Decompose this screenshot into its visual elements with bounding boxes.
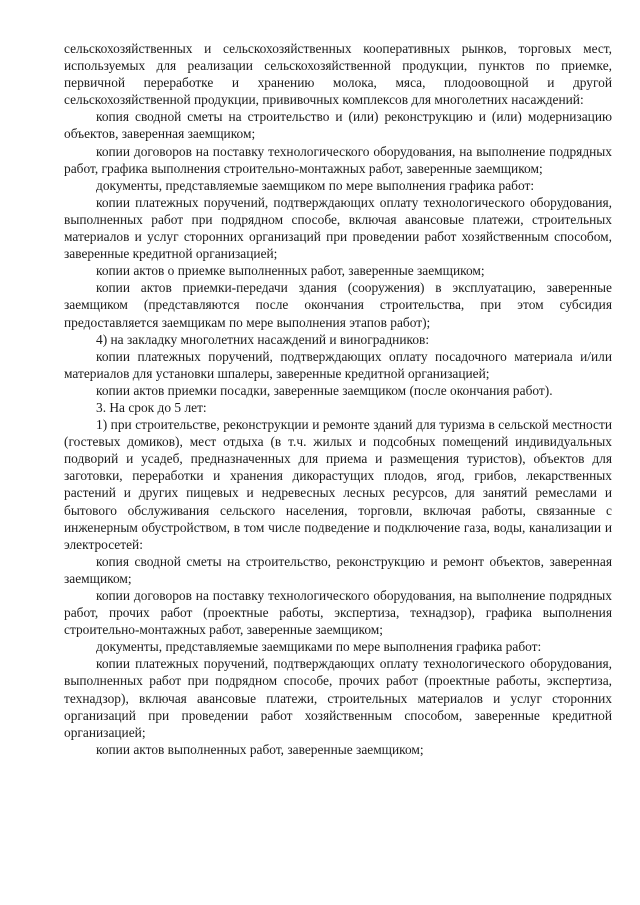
paragraph-equipment-contracts: копии договоров на поставку технологического оборудования, на выполнение подрядных работ, графика выполнения строительно-монтажных работ, заверенные заемщиком; <box>64 143 612 176</box>
paragraph-tourism-contracts: копии договоров на поставку технологического оборудования, на выполнение подрядных работ, прочих работ (проектные работы, экспертиза, технадзор), графика выполнения строительно-монтажных работ, заверенные заемщиком; <box>64 588 612 638</box>
paragraph-planting-payments: копии платежных поручений, подтверждающих оплату посадочного материала и/или материалов для установки шпалеры, заверенные кредитной организацией; <box>64 348 612 381</box>
paragraph-tourism-payments: копии платежных поручений, подтверждающих оплату технологического оборудования, выполненных работ при подрядном способе, прочих работ (проектные работы, экспертиза, технадзор), включая авансовые платежи, строительных материалов и услуг сторонних организаций при проведении работ хозяйственным способом, заверенные кредитной организацией; <box>64 656 612 740</box>
paragraph-budget-estimate: копия сводной сметы на строительство и (или) реконструкцию и (или) модернизацию объектов, заверенная заемщиком; <box>64 109 612 142</box>
paragraph-tourism-documents-heading: документы, представляемые заемщиками по мере выполнения графика работ: <box>96 639 542 655</box>
paragraph-continuation: сельскохозяйственных и сельскохозяйственных кооперативных рынков, торговых мест, используемых для реализации сельскохозяйственной продукции, пунктов по приемке, первичной переработке и хранению молока, мяса, плодоовощной и другой сельскохозяйственной продукции, прививочных комплексов для многолетних насаждений: <box>64 41 612 108</box>
section-heading-5-years: 3. На срок до 5 лет: <box>96 399 207 415</box>
document-page <box>64 40 612 758</box>
paragraph-item-4-plantings: 4) на закладку многолетних насаждений и виноградников: <box>96 331 430 347</box>
paragraph-planting-acceptance: копии актов приемки посадки, заверенные заемщиком (после окончания работ). <box>96 382 553 398</box>
paragraph-payment-orders: копии платежных поручений, подтверждающих оплату технологического оборудования, выполненных работ при подрядном способе, включая авансовые платежи, строительных материалов и услуг сторонних организаций при проведении работ хозяйственным способом, заверенные кредитной организацией; <box>64 194 612 262</box>
paragraph-building-transfer: копии актов приемки-передачи здания (сооружения) в эксплуатацию, заверенные заемщиком (представляются после окончания строительства, при этом субсидия предоставляется заемщикам по мере выполнения этапов работ); <box>64 280 612 330</box>
paragraph-tourism-budget: копия сводной сметы на строительство, реконструкцию и ремонт объектов, заверенная заемщиком; <box>64 553 612 586</box>
paragraph-item-1-tourism: 1) при строительстве, реконструкции и ремонте зданий для туризма в сельской местности (гостевых домиков), мест отдыха (в т.ч. жилых и подсобных помещений индивидуальных подворий и усадеб, предназначенных для приема и размещения туристов), объектов для заготовки, переработки и хранения дикорастущих плодов, ягод, грибов, лекарственных растений и других пищевых и недревесных лесных ресурсов, для занятий ремеслами и бытового обслуживания сельского населения, торговли, включая работы, связанные с инженерным обустройством, в том числе подведение и подключение газа, воды, канализации и электросетей: <box>64 417 612 552</box>
paragraph-documents-heading: документы, представляемые заемщиком по мере выполнения графика работ: <box>96 177 535 193</box>
paragraph-tourism-acts: копии актов выполненных работ, заверенные заемщиком; <box>96 741 424 757</box>
paragraph-acceptance-acts: копии актов о приемке выполненных работ, заверенные заемщиком; <box>96 263 485 279</box>
